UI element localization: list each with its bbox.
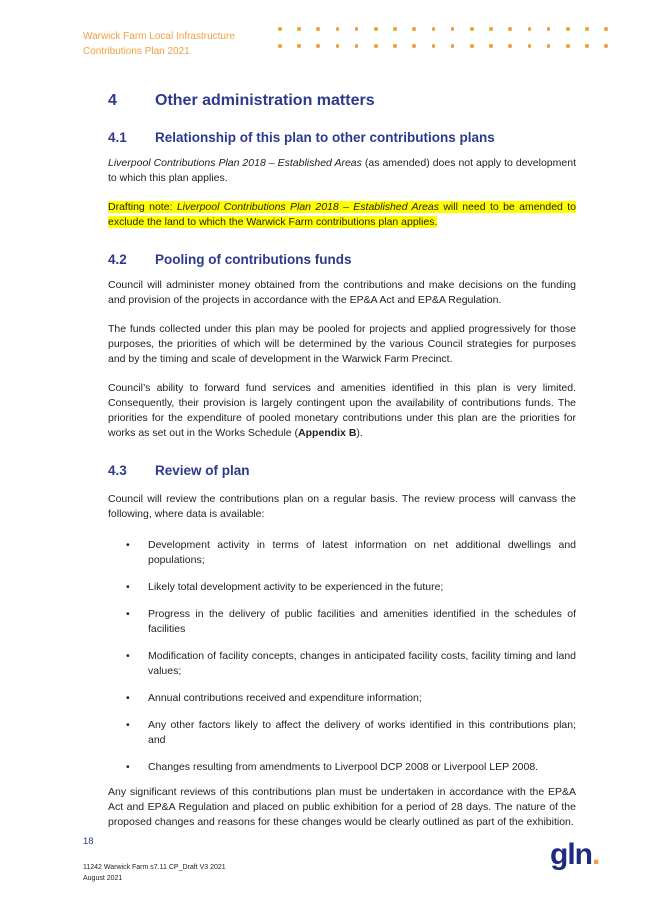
list-item: • Annual contributions received and expenditure information; bbox=[108, 691, 576, 706]
drafting-note: Drafting note: Liverpool Contributions Plan 2018 – Established Areas will need to be amended to exclude the land to which the Warwick Farm contributions plan applies. bbox=[108, 201, 577, 228]
paragraph: The funds collected under this plan may be pooled for projects and applied progressively for those purposes, the priorities of which will be determined by the various Council strategies for purposes and by the timing and scale of development in the Warwick Farm Precinct. bbox=[108, 323, 576, 365]
bullet-icon: • bbox=[126, 581, 130, 593]
bullet-icon: • bbox=[126, 692, 130, 704]
paragraph: Council’s ability to forward fund services and amenities identified in this plan is very limited. Consequently, their provision is largely contingent upon the availability of contributions funds. The priorities for the expenditure of pooled monetary contributions under this plan are the priorities for works as set out in the Works Schedule (Appendix B). bbox=[108, 382, 576, 439]
section-4-1-heading bbox=[108, 130, 576, 145]
header-dot-pattern bbox=[278, 27, 608, 61]
running-header bbox=[83, 29, 235, 59]
section-4-3-heading bbox=[108, 463, 576, 478]
header-line-2: Contributions Plan 2021 bbox=[83, 46, 190, 57]
section-title: Review of plan bbox=[155, 463, 250, 478]
bullet-icon: • bbox=[126, 650, 130, 662]
list-item: • Likely total development activity to be experienced in the future; bbox=[108, 580, 576, 595]
list-item: • Modification of facility concepts, changes in anticipated facility costs, facility timing and land values; bbox=[108, 649, 576, 679]
list-item: • Any other factors likely to affect the delivery of works identified in this contributions plan; and bbox=[108, 718, 576, 748]
paragraph: Council will review the contributions plan on a regular basis. The review process will canvass the following, where data is available: bbox=[108, 493, 576, 520]
appendix-ref: Appendix B bbox=[298, 427, 357, 439]
paragraph: Liverpool Contributions Plan 2018 – Established Areas (as amended) does not apply to development to which this plan applies. bbox=[108, 157, 576, 184]
page-number: 18 bbox=[83, 836, 94, 847]
list-item: • Changes resulting from amendments to Liverpool DCP 2008 or Liverpool LEP 2008. bbox=[108, 760, 576, 775]
bullet-icon: • bbox=[126, 761, 130, 773]
document-reference: 11242 Warwick Farm s7.11 CP_Draft V3 2021 bbox=[83, 864, 226, 871]
paragraph: Any significant reviews of this contributions plan must be undertaken in accordance with the EP&A Act and EP&A Regulation and placed on public exhibition for a period of 28 days. The nature of the proposed changes and reasons for these changes would be clearly outlined as part of the exhibition. bbox=[108, 786, 576, 828]
section-title: Pooling of contributions funds bbox=[155, 252, 352, 267]
section-title: Relationship of this plan to other contributions plans bbox=[155, 130, 495, 145]
section-4-2-heading bbox=[108, 252, 576, 267]
bullet-icon: • bbox=[126, 608, 130, 620]
section-number: 4 bbox=[108, 92, 117, 109]
bullet-icon: • bbox=[126, 539, 130, 551]
header-line-1: Warwick Farm Local Infrastructure bbox=[83, 31, 235, 42]
document-date: August 2021 bbox=[83, 875, 123, 882]
plan-name: Liverpool Contributions Plan 2018 – Established Areas bbox=[108, 157, 362, 169]
page-content bbox=[108, 92, 576, 844]
section-number: 4.3 bbox=[108, 463, 127, 478]
footer-info bbox=[83, 862, 226, 884]
section-number: 4.2 bbox=[108, 252, 127, 267]
section-number: 4.1 bbox=[108, 130, 127, 145]
section-title: Other administration matters bbox=[155, 92, 375, 109]
bullet-icon: • bbox=[126, 719, 130, 731]
paragraph: Council will administer money obtained from the contributions and make decisions on the funding and provision of the projects in accordance with the EP&A Act and EP&A Regulation. bbox=[108, 279, 576, 306]
list-item: • Development activity in terms of latest information on net additional dwellings and populations; bbox=[108, 538, 576, 568]
gln-logo: gln. bbox=[550, 838, 600, 871]
review-list bbox=[108, 538, 576, 775]
list-item: • Progress in the delivery of public facilities and amenities identified in the schedules of facilities bbox=[108, 607, 576, 637]
section-4-heading bbox=[108, 92, 576, 110]
